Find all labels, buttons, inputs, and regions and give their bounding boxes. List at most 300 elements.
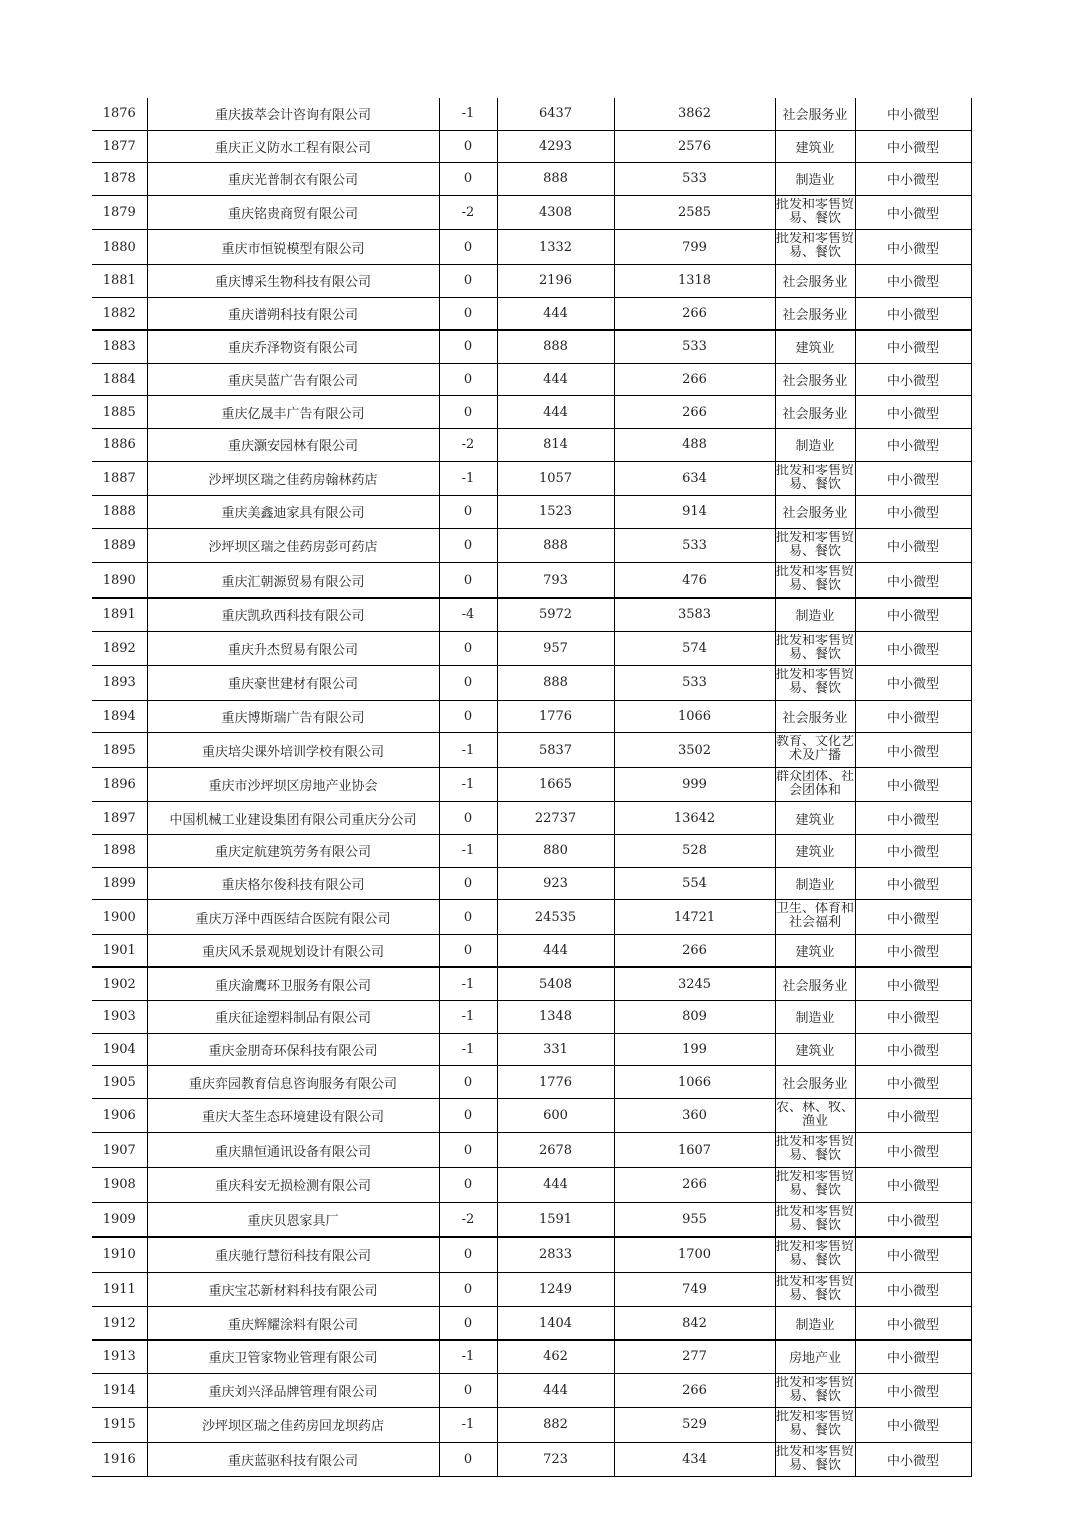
scale-cell: 中小微型 (855, 835, 971, 868)
company-name-cell: 重庆谱朔科技有限公司 (147, 297, 439, 330)
change-cell: -1 (439, 98, 497, 130)
amount-cell: 476 (614, 563, 775, 598)
amount-cell: 533 (614, 330, 775, 363)
company-name-cell: 沙坪坝区瑞之佳药房彭可药店 (147, 528, 439, 563)
value-cell: 4308 (497, 195, 614, 230)
spreadsheet-page (92, 98, 971, 1477)
scale-cell: 中小微型 (855, 802, 971, 835)
table-row (92, 802, 971, 835)
scale-cell: 中小微型 (855, 1066, 971, 1099)
value-cell: 444 (497, 297, 614, 330)
amount-cell: 634 (614, 461, 775, 496)
scale-cell: 中小微型 (855, 733, 971, 768)
change-cell: 0 (439, 666, 497, 701)
scale-cell: 中小微型 (855, 528, 971, 563)
change-cell: 0 (439, 700, 497, 733)
row-number-cell: 1909 (92, 1202, 147, 1237)
table-row (92, 631, 971, 666)
row-number-cell: 1902 (92, 967, 147, 1000)
row-number-cell: 1898 (92, 835, 147, 868)
value-cell: 1057 (497, 461, 614, 496)
scale-cell: 中小微型 (855, 396, 971, 429)
industry-cell: 批发和零售贸易、餐饮 (775, 1133, 855, 1168)
scale-cell: 中小微型 (855, 461, 971, 496)
change-cell: 0 (439, 1066, 497, 1099)
table-row (92, 835, 971, 868)
change-cell: 0 (439, 297, 497, 330)
company-name-cell: 重庆博采生物科技有限公司 (147, 264, 439, 297)
table-row (92, 1237, 971, 1272)
industry-cell: 批发和零售贸易、餐饮 (775, 1168, 855, 1203)
row-number-cell: 1916 (92, 1442, 147, 1477)
change-cell: -1 (439, 835, 497, 868)
value-cell: 462 (497, 1340, 614, 1373)
industry-cell: 批发和零售贸易、餐饮 (775, 631, 855, 666)
table-row (92, 1408, 971, 1443)
amount-cell: 488 (614, 428, 775, 461)
change-cell: 0 (439, 1133, 497, 1168)
industry-cell: 制造业 (775, 428, 855, 461)
amount-cell: 574 (614, 631, 775, 666)
row-number-cell: 1900 (92, 900, 147, 935)
amount-cell: 266 (614, 1168, 775, 1203)
value-cell: 793 (497, 563, 614, 598)
value-cell: 6437 (497, 98, 614, 130)
row-number-cell: 1914 (92, 1373, 147, 1408)
change-cell: -1 (439, 767, 497, 802)
company-name-cell: 重庆渝鹰环卫服务有限公司 (147, 967, 439, 1000)
row-number-cell: 1878 (92, 163, 147, 196)
value-cell: 5408 (497, 967, 614, 1000)
row-number-cell: 1895 (92, 733, 147, 768)
scale-cell: 中小微型 (855, 1307, 971, 1340)
value-cell: 1776 (497, 700, 614, 733)
company-name-cell: 重庆拔萃会计咨询有限公司 (147, 98, 439, 130)
table-row (92, 563, 971, 598)
value-cell: 1523 (497, 496, 614, 529)
table-row (92, 900, 971, 935)
industry-cell: 社会服务业 (775, 496, 855, 529)
row-number-cell: 1882 (92, 297, 147, 330)
value-cell: 1404 (497, 1307, 614, 1340)
value-cell: 888 (497, 163, 614, 196)
amount-cell: 199 (614, 1033, 775, 1066)
table-row (92, 1442, 971, 1477)
company-name-cell: 重庆风禾景观规划设计有限公司 (147, 934, 439, 967)
company-name-cell: 重庆科安无损检测有限公司 (147, 1168, 439, 1203)
value-cell: 814 (497, 428, 614, 461)
company-name-cell: 重庆汇朝源贸易有限公司 (147, 563, 439, 598)
industry-cell: 制造业 (775, 1001, 855, 1034)
value-cell: 444 (497, 363, 614, 396)
row-number-cell: 1910 (92, 1237, 147, 1272)
company-name-cell: 重庆卫管家物业管理有限公司 (147, 1340, 439, 1373)
industry-cell: 农、林、牧、渔业 (775, 1098, 855, 1133)
company-name-cell: 重庆凯玖西科技有限公司 (147, 598, 439, 631)
value-cell: 5837 (497, 733, 614, 768)
change-cell: -1 (439, 967, 497, 1000)
change-cell: 0 (439, 1272, 497, 1307)
scale-cell: 中小微型 (855, 428, 971, 461)
change-cell: -1 (439, 1001, 497, 1034)
amount-cell: 528 (614, 835, 775, 868)
table-row (92, 767, 971, 802)
row-number-cell: 1883 (92, 330, 147, 363)
industry-cell: 建筑业 (775, 1033, 855, 1066)
industry-cell: 卫生、体育和社会福利 (775, 900, 855, 935)
table-row (92, 1066, 971, 1099)
amount-cell: 1066 (614, 700, 775, 733)
row-number-cell: 1891 (92, 598, 147, 631)
value-cell: 1332 (497, 230, 614, 265)
scale-cell: 中小微型 (855, 163, 971, 196)
scale-cell: 中小微型 (855, 934, 971, 967)
industry-cell: 批发和零售贸易、餐饮 (775, 1272, 855, 1307)
scale-cell: 中小微型 (855, 1272, 971, 1307)
amount-cell: 3583 (614, 598, 775, 631)
company-name-cell: 沙坪坝区瑞之佳药房翰林药店 (147, 461, 439, 496)
table-row (92, 363, 971, 396)
amount-cell: 809 (614, 1001, 775, 1034)
company-name-cell: 重庆征途塑料制品有限公司 (147, 1001, 439, 1034)
company-name-cell: 重庆格尔俊科技有限公司 (147, 867, 439, 900)
scale-cell: 中小微型 (855, 1133, 971, 1168)
table-row (92, 934, 971, 967)
industry-cell: 建筑业 (775, 130, 855, 163)
company-name-cell: 重庆市恒锐模型有限公司 (147, 230, 439, 265)
industry-cell: 批发和零售贸易、餐饮 (775, 563, 855, 598)
amount-cell: 554 (614, 867, 775, 900)
row-number-cell: 1881 (92, 264, 147, 297)
company-name-cell: 重庆市沙坪坝区房地产业协会 (147, 767, 439, 802)
scale-cell: 中小微型 (855, 700, 971, 733)
industry-cell: 社会服务业 (775, 297, 855, 330)
table-row (92, 98, 971, 130)
change-cell: 0 (439, 1098, 497, 1133)
value-cell: 444 (497, 396, 614, 429)
change-cell: -1 (439, 1033, 497, 1066)
table-row (92, 733, 971, 768)
row-number-cell: 1885 (92, 396, 147, 429)
scale-cell: 中小微型 (855, 98, 971, 130)
amount-cell: 533 (614, 666, 775, 701)
industry-cell: 制造业 (775, 1307, 855, 1340)
company-name-cell: 重庆贝恩家具厂 (147, 1202, 439, 1237)
table-row (92, 130, 971, 163)
table-row (92, 967, 971, 1000)
amount-cell: 434 (614, 1442, 775, 1477)
value-cell: 1348 (497, 1001, 614, 1034)
value-cell: 22737 (497, 802, 614, 835)
table-row (92, 396, 971, 429)
row-number-cell: 1890 (92, 563, 147, 598)
table-row (92, 1202, 971, 1237)
value-cell: 2678 (497, 1133, 614, 1168)
table-row (92, 428, 971, 461)
row-number-cell: 1906 (92, 1098, 147, 1133)
amount-cell: 529 (614, 1408, 775, 1443)
change-cell: -1 (439, 461, 497, 496)
change-cell: 0 (439, 528, 497, 563)
row-number-cell: 1886 (92, 428, 147, 461)
industry-cell: 批发和零售贸易、餐饮 (775, 195, 855, 230)
row-number-cell: 1905 (92, 1066, 147, 1099)
change-cell: -1 (439, 1408, 497, 1443)
amount-cell: 842 (614, 1307, 775, 1340)
table-row (92, 666, 971, 701)
industry-cell: 批发和零售贸易、餐饮 (775, 1442, 855, 1477)
amount-cell: 13642 (614, 802, 775, 835)
amount-cell: 1066 (614, 1066, 775, 1099)
company-name-cell: 重庆大荃生态环境建设有限公司 (147, 1098, 439, 1133)
change-cell: 0 (439, 163, 497, 196)
table-row (92, 230, 971, 265)
amount-cell: 266 (614, 363, 775, 396)
company-name-cell: 重庆灏安园林有限公司 (147, 428, 439, 461)
industry-cell: 制造业 (775, 598, 855, 631)
change-cell: 0 (439, 264, 497, 297)
scale-cell: 中小微型 (855, 230, 971, 265)
scale-cell: 中小微型 (855, 1408, 971, 1443)
table-row (92, 1033, 971, 1066)
value-cell: 4293 (497, 130, 614, 163)
change-cell: 0 (439, 330, 497, 363)
amount-cell: 1607 (614, 1133, 775, 1168)
row-number-cell: 1880 (92, 230, 147, 265)
value-cell: 923 (497, 867, 614, 900)
value-cell: 444 (497, 1168, 614, 1203)
change-cell: 0 (439, 934, 497, 967)
amount-cell: 2576 (614, 130, 775, 163)
scale-cell: 中小微型 (855, 195, 971, 230)
company-name-cell: 沙坪坝区瑞之佳药房回龙坝药店 (147, 1408, 439, 1443)
industry-cell: 社会服务业 (775, 700, 855, 733)
company-name-cell: 中国机械工业建设集团有限公司重庆分公司 (147, 802, 439, 835)
value-cell: 1776 (497, 1066, 614, 1099)
amount-cell: 3862 (614, 98, 775, 130)
table-row (92, 1133, 971, 1168)
value-cell: 444 (497, 1373, 614, 1408)
change-cell: 0 (439, 1307, 497, 1340)
company-name-cell: 重庆金朋奇环保科技有限公司 (147, 1033, 439, 1066)
scale-cell: 中小微型 (855, 1001, 971, 1034)
amount-cell: 266 (614, 297, 775, 330)
value-cell: 600 (497, 1098, 614, 1133)
value-cell: 888 (497, 666, 614, 701)
amount-cell: 749 (614, 1272, 775, 1307)
scale-cell: 中小微型 (855, 631, 971, 666)
change-cell: 0 (439, 563, 497, 598)
company-name-cell: 重庆升杰贸易有限公司 (147, 631, 439, 666)
industry-cell: 社会服务业 (775, 98, 855, 130)
table-row (92, 1340, 971, 1373)
scale-cell: 中小微型 (855, 363, 971, 396)
industry-cell: 批发和零售贸易、餐饮 (775, 666, 855, 701)
row-number-cell: 1904 (92, 1033, 147, 1066)
change-cell: 0 (439, 900, 497, 935)
value-cell: 2196 (497, 264, 614, 297)
industry-cell: 群众团体、社会团体和 (775, 767, 855, 802)
amount-cell: 266 (614, 934, 775, 967)
scale-cell: 中小微型 (855, 598, 971, 631)
row-number-cell: 1893 (92, 666, 147, 701)
change-cell: 0 (439, 230, 497, 265)
value-cell: 888 (497, 330, 614, 363)
industry-cell: 社会服务业 (775, 396, 855, 429)
amount-cell: 266 (614, 396, 775, 429)
scale-cell: 中小微型 (855, 767, 971, 802)
scale-cell: 中小微型 (855, 1237, 971, 1272)
change-cell: -2 (439, 195, 497, 230)
industry-cell: 批发和零售贸易、餐饮 (775, 461, 855, 496)
company-name-cell: 重庆豪世建材有限公司 (147, 666, 439, 701)
scale-cell: 中小微型 (855, 1202, 971, 1237)
amount-cell: 799 (614, 230, 775, 265)
table-row (92, 496, 971, 529)
amount-cell: 266 (614, 1373, 775, 1408)
amount-cell: 1318 (614, 264, 775, 297)
table-row (92, 598, 971, 631)
amount-cell: 3502 (614, 733, 775, 768)
amount-cell: 3245 (614, 967, 775, 1000)
table-row (92, 867, 971, 900)
table-row (92, 1373, 971, 1408)
industry-cell: 批发和零售贸易、餐饮 (775, 1373, 855, 1408)
company-name-cell: 重庆辉耀涂料有限公司 (147, 1307, 439, 1340)
scale-cell: 中小微型 (855, 867, 971, 900)
value-cell: 888 (497, 528, 614, 563)
amount-cell: 360 (614, 1098, 775, 1133)
industry-cell: 批发和零售贸易、餐饮 (775, 528, 855, 563)
amount-cell: 2585 (614, 195, 775, 230)
amount-cell: 955 (614, 1202, 775, 1237)
industry-cell: 房地产业 (775, 1340, 855, 1373)
company-name-cell: 重庆昊蓝广告有限公司 (147, 363, 439, 396)
table-row (92, 1098, 971, 1133)
change-cell: 0 (439, 802, 497, 835)
company-name-cell: 重庆铭贵商贸有限公司 (147, 195, 439, 230)
table-row (92, 330, 971, 363)
amount-cell: 914 (614, 496, 775, 529)
row-number-cell: 1879 (92, 195, 147, 230)
value-cell: 24535 (497, 900, 614, 935)
value-cell: 444 (497, 934, 614, 967)
scale-cell: 中小微型 (855, 1098, 971, 1133)
row-number-cell: 1901 (92, 934, 147, 967)
industry-cell: 建筑业 (775, 835, 855, 868)
change-cell: 0 (439, 1373, 497, 1408)
table-row (92, 700, 971, 733)
value-cell: 880 (497, 835, 614, 868)
row-number-cell: 1888 (92, 496, 147, 529)
scale-cell: 中小微型 (855, 900, 971, 935)
table-row (92, 461, 971, 496)
company-name-cell: 重庆刘兴泽品牌管理有限公司 (147, 1373, 439, 1408)
amount-cell: 533 (614, 163, 775, 196)
row-number-cell: 1876 (92, 98, 147, 130)
industry-cell: 建筑业 (775, 330, 855, 363)
industry-cell: 批发和零售贸易、餐饮 (775, 1237, 855, 1272)
value-cell: 723 (497, 1442, 614, 1477)
company-name-cell: 重庆弈园教育信息咨询服务有限公司 (147, 1066, 439, 1099)
scale-cell: 中小微型 (855, 1168, 971, 1203)
company-name-cell: 重庆驰行慧衍科技有限公司 (147, 1237, 439, 1272)
industry-cell: 建筑业 (775, 934, 855, 967)
change-cell: 0 (439, 1237, 497, 1272)
change-cell: 0 (439, 496, 497, 529)
scale-cell: 中小微型 (855, 1373, 971, 1408)
table-row (92, 264, 971, 297)
row-number-cell: 1907 (92, 1133, 147, 1168)
amount-cell: 999 (614, 767, 775, 802)
company-name-cell: 重庆培尖课外培训学校有限公司 (147, 733, 439, 768)
row-number-cell: 1913 (92, 1340, 147, 1373)
industry-cell: 社会服务业 (775, 264, 855, 297)
row-number-cell: 1892 (92, 631, 147, 666)
change-cell: -1 (439, 1340, 497, 1373)
row-number-cell: 1912 (92, 1307, 147, 1340)
industry-cell: 批发和零售贸易、餐饮 (775, 1202, 855, 1237)
change-cell: 0 (439, 631, 497, 666)
row-number-cell: 1894 (92, 700, 147, 733)
company-name-cell: 重庆乔泽物资有限公司 (147, 330, 439, 363)
company-name-cell: 重庆美鑫迪家具有限公司 (147, 496, 439, 529)
row-number-cell: 1899 (92, 867, 147, 900)
change-cell: -2 (439, 1202, 497, 1237)
industry-cell: 批发和零售贸易、餐饮 (775, 230, 855, 265)
row-number-cell: 1884 (92, 363, 147, 396)
amount-cell: 277 (614, 1340, 775, 1373)
table-row (92, 1307, 971, 1340)
table-row (92, 195, 971, 230)
table-row (92, 528, 971, 563)
row-number-cell: 1896 (92, 767, 147, 802)
company-name-cell: 重庆正义防水工程有限公司 (147, 130, 439, 163)
row-number-cell: 1889 (92, 528, 147, 563)
value-cell: 5972 (497, 598, 614, 631)
change-cell: 0 (439, 130, 497, 163)
industry-cell: 社会服务业 (775, 1066, 855, 1099)
change-cell: -2 (439, 428, 497, 461)
industry-cell: 制造业 (775, 867, 855, 900)
industry-cell: 教育、文化艺术及广播 (775, 733, 855, 768)
scale-cell: 中小微型 (855, 563, 971, 598)
row-number-cell: 1915 (92, 1408, 147, 1443)
scale-cell: 中小微型 (855, 1442, 971, 1477)
row-number-cell: 1908 (92, 1168, 147, 1203)
scale-cell: 中小微型 (855, 264, 971, 297)
scale-cell: 中小微型 (855, 297, 971, 330)
change-cell: -1 (439, 733, 497, 768)
change-cell: 0 (439, 396, 497, 429)
change-cell: 0 (439, 867, 497, 900)
change-cell: -4 (439, 598, 497, 631)
row-number-cell: 1911 (92, 1272, 147, 1307)
industry-cell: 建筑业 (775, 802, 855, 835)
change-cell: 0 (439, 363, 497, 396)
value-cell: 882 (497, 1408, 614, 1443)
change-cell: 0 (439, 1442, 497, 1477)
company-name-cell: 重庆定航建筑劳务有限公司 (147, 835, 439, 868)
table-row (92, 1272, 971, 1307)
table-row (92, 297, 971, 330)
company-name-cell: 重庆宝芯新材料科技有限公司 (147, 1272, 439, 1307)
amount-cell: 1700 (614, 1237, 775, 1272)
scale-cell: 中小微型 (855, 666, 971, 701)
amount-cell: 14721 (614, 900, 775, 935)
company-name-cell: 重庆博斯瑞广告有限公司 (147, 700, 439, 733)
table-row (92, 1168, 971, 1203)
